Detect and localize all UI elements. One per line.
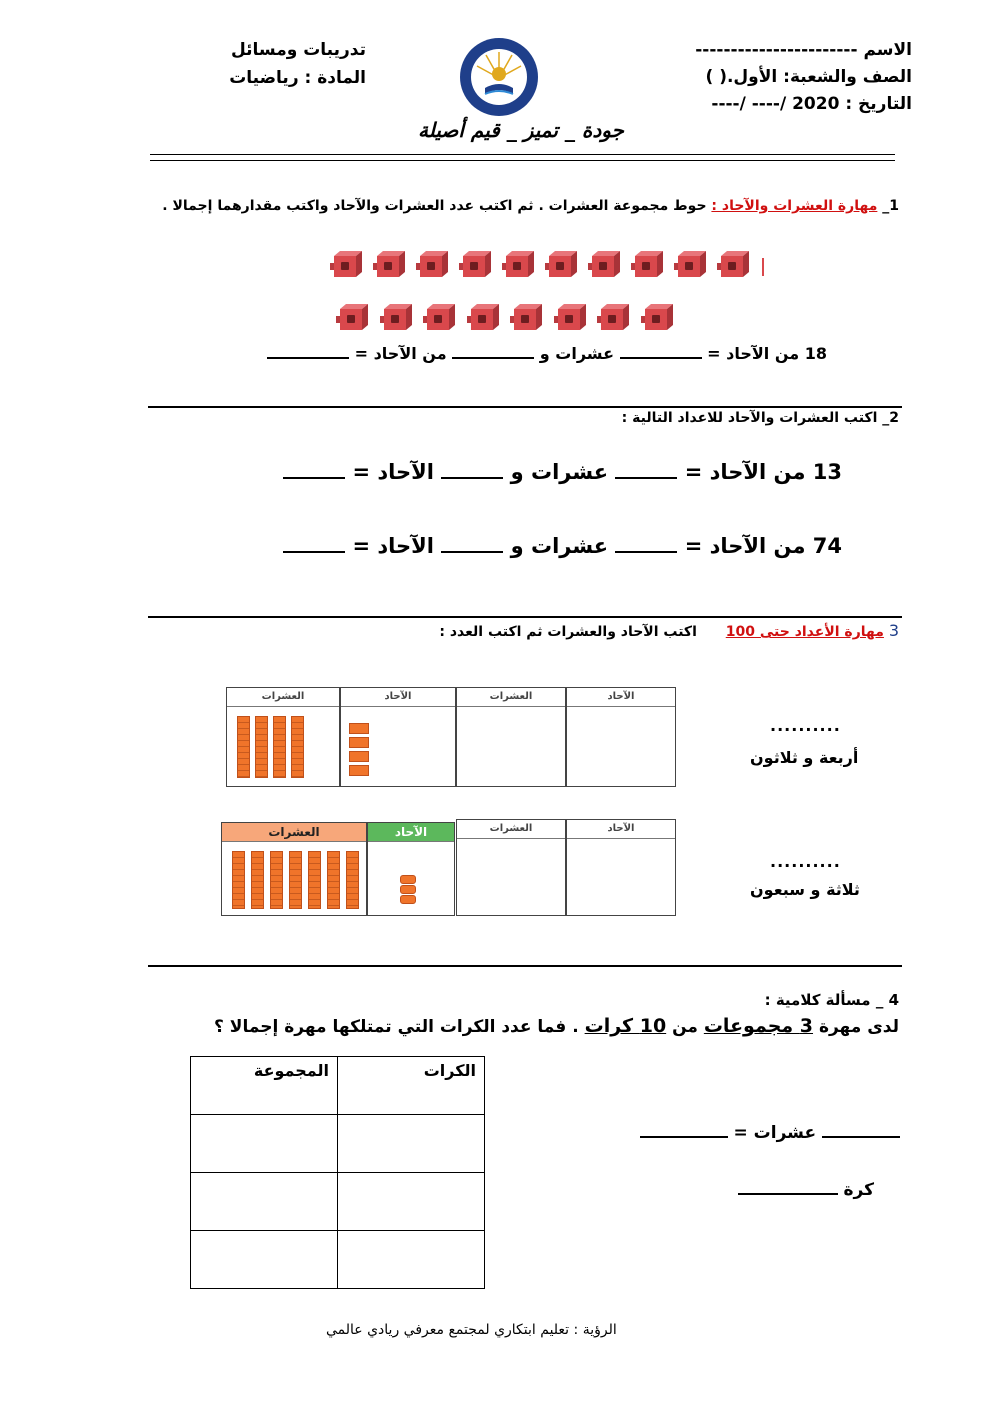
q3-item1-answer-ones[interactable] xyxy=(567,688,675,786)
q1-number: 1_ xyxy=(882,198,899,214)
tens-rod xyxy=(273,716,286,778)
unit-cube xyxy=(717,250,751,278)
q3-item2-answer xyxy=(456,819,676,916)
q4-col-balls: الكرات xyxy=(338,1057,485,1115)
q1-equation xyxy=(267,344,827,363)
unit-cube xyxy=(502,250,536,278)
tens-rod xyxy=(289,851,302,909)
q4-cell[interactable] xyxy=(338,1115,485,1173)
unit-cube xyxy=(641,303,675,331)
q2-heading xyxy=(622,410,899,426)
cube-mark xyxy=(762,258,764,276)
unit-cube xyxy=(631,250,665,278)
ones-unit xyxy=(400,885,416,894)
name-blank: ----------------------- xyxy=(695,40,858,60)
q2-number: 2_ xyxy=(882,410,899,426)
q4-cell[interactable] xyxy=(191,1173,338,1231)
q3-item1-words: أربعة و ثلاثون xyxy=(750,748,859,767)
unit-cube xyxy=(373,250,407,278)
q3-item1-answer-ones-header: الآحاد xyxy=(567,688,675,707)
ones-unit xyxy=(400,875,416,884)
q4-title: مسألة كلامية : xyxy=(764,991,871,1009)
ones-unit xyxy=(349,737,369,748)
tens-rod xyxy=(291,716,304,778)
q4-problem-e: . فما عدد الكرات التي تمتلكها مهرة إجمالا ؟ xyxy=(214,1017,579,1037)
date-label: التاريخ : xyxy=(845,94,912,114)
q4-problem-a: لدى مهرة xyxy=(818,1017,899,1037)
q2-row1-mid: عشرات و xyxy=(510,460,609,484)
q4-number: 4 _ xyxy=(875,991,899,1009)
q3-item1-tens-header: العشرات xyxy=(227,688,339,707)
ones-unit xyxy=(349,765,369,776)
q4-ans2-word: كرة xyxy=(843,1180,874,1200)
q3-item1-dots[interactable]: .......... xyxy=(770,716,841,735)
unit-cube xyxy=(554,303,588,331)
tens-rod xyxy=(237,716,250,778)
unit-cube xyxy=(674,250,708,278)
q4-cell[interactable] xyxy=(338,1231,485,1289)
q4-result-blank[interactable] xyxy=(640,1136,728,1138)
subject-label: المادة : رياضيات xyxy=(229,68,366,88)
q4-problem xyxy=(214,1015,899,1037)
q4-tens-blank[interactable] xyxy=(822,1136,900,1138)
unit-cube xyxy=(545,250,579,278)
q2-row2-tens-blank[interactable] xyxy=(615,551,677,553)
q4-problem-c: من xyxy=(672,1017,698,1037)
q2-row1-tens-blank[interactable] xyxy=(615,477,677,479)
unit-cube xyxy=(336,303,370,331)
q3-item2-answer-tens-header: العشرات xyxy=(457,820,565,839)
unit-cube xyxy=(597,303,631,331)
q3-instruction: اكتب الآحاد والعشرات ثم اكتب العدد : xyxy=(439,624,697,640)
q3-heading xyxy=(439,621,899,640)
unit-cube xyxy=(459,250,493,278)
footer-vision: الرؤية : تعليم ابتكاري لمجتمع معرفي ريادي عالمي xyxy=(326,1322,617,1338)
unit-cube xyxy=(510,303,544,331)
header-divider xyxy=(150,154,895,161)
q4-problem-b: 3 مجموعات xyxy=(703,1015,814,1037)
unit-cube xyxy=(380,303,414,331)
q1-eq-end: من الآحاد = xyxy=(354,344,447,363)
q4-ans1-word: عشرات = xyxy=(733,1123,817,1143)
q3-item2-answer-tens[interactable] xyxy=(457,820,565,915)
tens-rod xyxy=(270,851,283,909)
q1-heading xyxy=(162,198,899,214)
q1-eq-mid: عشرات و xyxy=(539,344,614,363)
q1-total-blank[interactable] xyxy=(267,357,349,359)
q3-number: 3 xyxy=(888,621,899,640)
unit-cube xyxy=(423,303,457,331)
unit-cube xyxy=(330,250,364,278)
tens-rod xyxy=(251,851,264,909)
q3-skill: مهارة الأعداد حتى 100 xyxy=(725,624,884,640)
q1-eq-start: 18 من الآحاد = xyxy=(707,344,827,363)
tens-rod xyxy=(308,851,321,909)
q3-item2-words: ثلاثة و سبعون xyxy=(750,880,860,899)
q3-item2-ones-header: الآحاد xyxy=(368,823,454,842)
q1-ones-blank[interactable] xyxy=(452,357,534,359)
q2-row-1 xyxy=(283,460,842,484)
unit-cube xyxy=(416,250,450,278)
unit-cube xyxy=(588,250,622,278)
q3-item1-answer-tens[interactable] xyxy=(457,688,565,786)
q3-item2-tens-cell xyxy=(222,823,366,915)
tens-rod xyxy=(327,851,340,909)
date-field xyxy=(711,94,912,114)
ones-unit xyxy=(400,895,416,904)
q3-item1-answer-tens-header: العشرات xyxy=(457,688,565,707)
q3-item2-answer-ones[interactable] xyxy=(567,820,675,915)
unit-cube xyxy=(467,303,501,331)
q2-row2-mid: عشرات و xyxy=(510,534,609,558)
q2-row2-start: 74 من الآحاد = xyxy=(684,534,842,558)
name-field xyxy=(695,40,912,60)
q2-row2-end: الآحاد = xyxy=(352,534,434,558)
q4-cell[interactable] xyxy=(191,1115,338,1173)
tens-rod xyxy=(232,851,245,909)
q1-tens-blank[interactable] xyxy=(620,357,702,359)
divider-3 xyxy=(148,965,902,967)
q3-item1-picture xyxy=(226,687,456,787)
q2-row1-end: الآحاد = xyxy=(352,460,434,484)
q2-row1-start: 13 من الآحاد = xyxy=(684,460,842,484)
q3-item2-dots[interactable]: .......... xyxy=(770,852,841,871)
divider-2 xyxy=(148,616,902,618)
class-label: الصف والشعبة: الأول.( ) xyxy=(705,67,912,87)
divider-1 xyxy=(148,406,902,408)
q2-row1-total-blank[interactable] xyxy=(283,477,345,479)
ones-unit xyxy=(349,723,369,734)
q4-answer-1 xyxy=(640,1123,900,1143)
q4-heading xyxy=(765,991,899,1009)
slogan: جودة _ تميز _ قيم أصيلة xyxy=(418,118,624,142)
subject-top: تدريبات ومسائل xyxy=(230,40,366,60)
q4-problem-d: 10 كرات xyxy=(584,1015,667,1037)
q3-item1-answer xyxy=(456,687,676,787)
school-logo xyxy=(458,36,540,118)
q4-cell[interactable] xyxy=(191,1231,338,1289)
tens-rod xyxy=(255,716,268,778)
q2-row2-ones-blank[interactable] xyxy=(441,551,503,553)
name-label: الاسم xyxy=(863,40,912,60)
q3-item1-ones-header: الآحاد xyxy=(341,688,455,707)
tens-rod xyxy=(346,851,359,909)
q2-row2-total-blank[interactable] xyxy=(283,551,345,553)
q3-item2-answer-ones-header: الآحاد xyxy=(567,820,675,839)
q4-table xyxy=(190,1056,485,1289)
date-value: ----/ ----/ 2020 xyxy=(711,94,840,114)
q4-col-group: المجموعة xyxy=(191,1057,338,1115)
q1-instruction: حوط مجموعة العشرات . ثم اكتب عدد العشرات والآحاد واكتب مقدارهما إجمالا . xyxy=(162,198,707,214)
q4-answer-2 xyxy=(738,1180,874,1200)
q3-item2-picture xyxy=(221,822,455,916)
q4-cell[interactable] xyxy=(338,1173,485,1231)
q2-instruction: اكتب العشرات والآحاد للاعداد التالية : xyxy=(621,410,878,426)
q1-skill: مهارة العشرات والآحاد : xyxy=(711,198,878,214)
q3-item2-tens-header: العشرات xyxy=(222,823,366,842)
q3-item2-ones-cell xyxy=(368,823,454,915)
q3-item1-tens-cell xyxy=(227,688,339,786)
q2-row1-ones-blank[interactable] xyxy=(441,477,503,479)
q3-item1-ones-cell xyxy=(341,688,455,786)
ones-unit xyxy=(349,751,369,762)
q2-row-2 xyxy=(283,534,842,558)
q4-balls-blank[interactable] xyxy=(738,1193,838,1195)
